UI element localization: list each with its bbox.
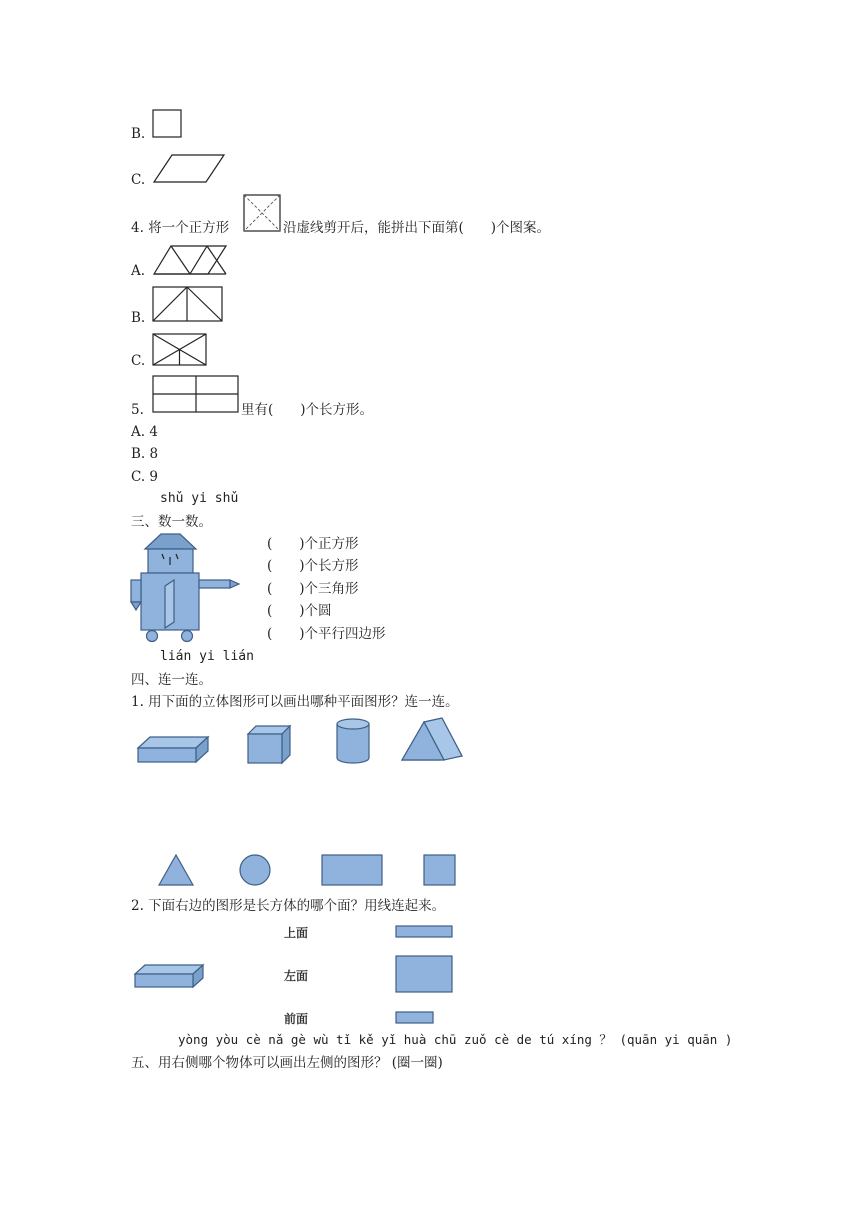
q5-option-b: B. 8 bbox=[131, 446, 159, 462]
cuboid-solid-figure bbox=[136, 734, 212, 766]
count-parallelograms: ( )个平行四边形 bbox=[267, 626, 386, 642]
front-face-figure bbox=[394, 1010, 436, 1026]
triangular-prism-solid-figure bbox=[400, 716, 464, 766]
triangles-pattern-figure bbox=[152, 244, 230, 276]
q3-option-c-label: C. bbox=[131, 172, 146, 188]
section4-q2: 2. 下面右边的图形是长方体的哪个面？用线连起来。 bbox=[131, 898, 446, 914]
q4-option-a-label: A. bbox=[131, 263, 146, 279]
count-triangles: ( )个三角形 bbox=[267, 581, 359, 597]
grid-rectangle-figure bbox=[152, 375, 240, 415]
q5-option-a: A. 4 bbox=[131, 424, 158, 440]
split-rectangle-figure bbox=[152, 286, 224, 323]
count-circles: ( )个圆 bbox=[267, 603, 332, 619]
section5-pinyin: yòng yòu cè nǎ gè wù tǐ kě yǐ huà chū zuǒ cè de tú xíng ？ (quān yi quān ) bbox=[178, 1032, 733, 1047]
q4-text-after: 沿虚线剪开后，能拼出下面第( )个图案。 bbox=[283, 220, 551, 236]
q5-option-c: C. 9 bbox=[131, 469, 159, 485]
q3-option-b-label: B. bbox=[131, 126, 146, 142]
left-face-figure bbox=[394, 954, 454, 994]
q4-option-b-label: B. bbox=[131, 310, 146, 326]
face-label-front: 前面 bbox=[284, 1012, 309, 1026]
face-label-top: 上面 bbox=[284, 926, 309, 940]
section5-title: 五、用右侧哪个物体可以画出左侧的图形？ (圈一圈) bbox=[131, 1055, 443, 1071]
parallelogram-figure bbox=[152, 153, 228, 185]
rectangle-plane-figure bbox=[320, 853, 384, 887]
cube-solid-figure bbox=[246, 724, 294, 766]
q4-option-c-label: C. bbox=[131, 353, 146, 369]
section3-title: 三、数一数。 bbox=[131, 514, 212, 530]
top-face-figure bbox=[394, 924, 454, 940]
circle-plane-figure bbox=[238, 853, 274, 887]
section3-pinyin: shǔ yi shǔ bbox=[160, 491, 239, 506]
square-plane-figure bbox=[422, 853, 458, 887]
cylinder-solid-figure bbox=[334, 716, 372, 766]
section4-pinyin: lián yi lián bbox=[160, 649, 254, 664]
dashed-square-figure bbox=[243, 194, 283, 234]
q5-text-after: 里有( )个长方形。 bbox=[241, 402, 374, 418]
cuboid-faces-figure bbox=[133, 962, 207, 990]
face-label-left: 左面 bbox=[284, 969, 309, 983]
section4-title: 四、连一连。 bbox=[131, 672, 212, 688]
count-squares: ( )个正方形 bbox=[267, 536, 359, 552]
crossed-rectangle-figure bbox=[152, 333, 208, 367]
triangle-plane-figure bbox=[157, 853, 195, 887]
q4-text-before: 4. 将一个正方形 bbox=[131, 220, 230, 236]
square-figure bbox=[152, 109, 184, 139]
count-rectangles: ( )个长方形 bbox=[267, 558, 359, 574]
q5-number: 5. bbox=[131, 402, 144, 418]
section4-q1: 1. 用下面的立体图形可以画出哪种平面图形？连一连。 bbox=[131, 694, 459, 710]
robot-figure bbox=[128, 532, 244, 644]
